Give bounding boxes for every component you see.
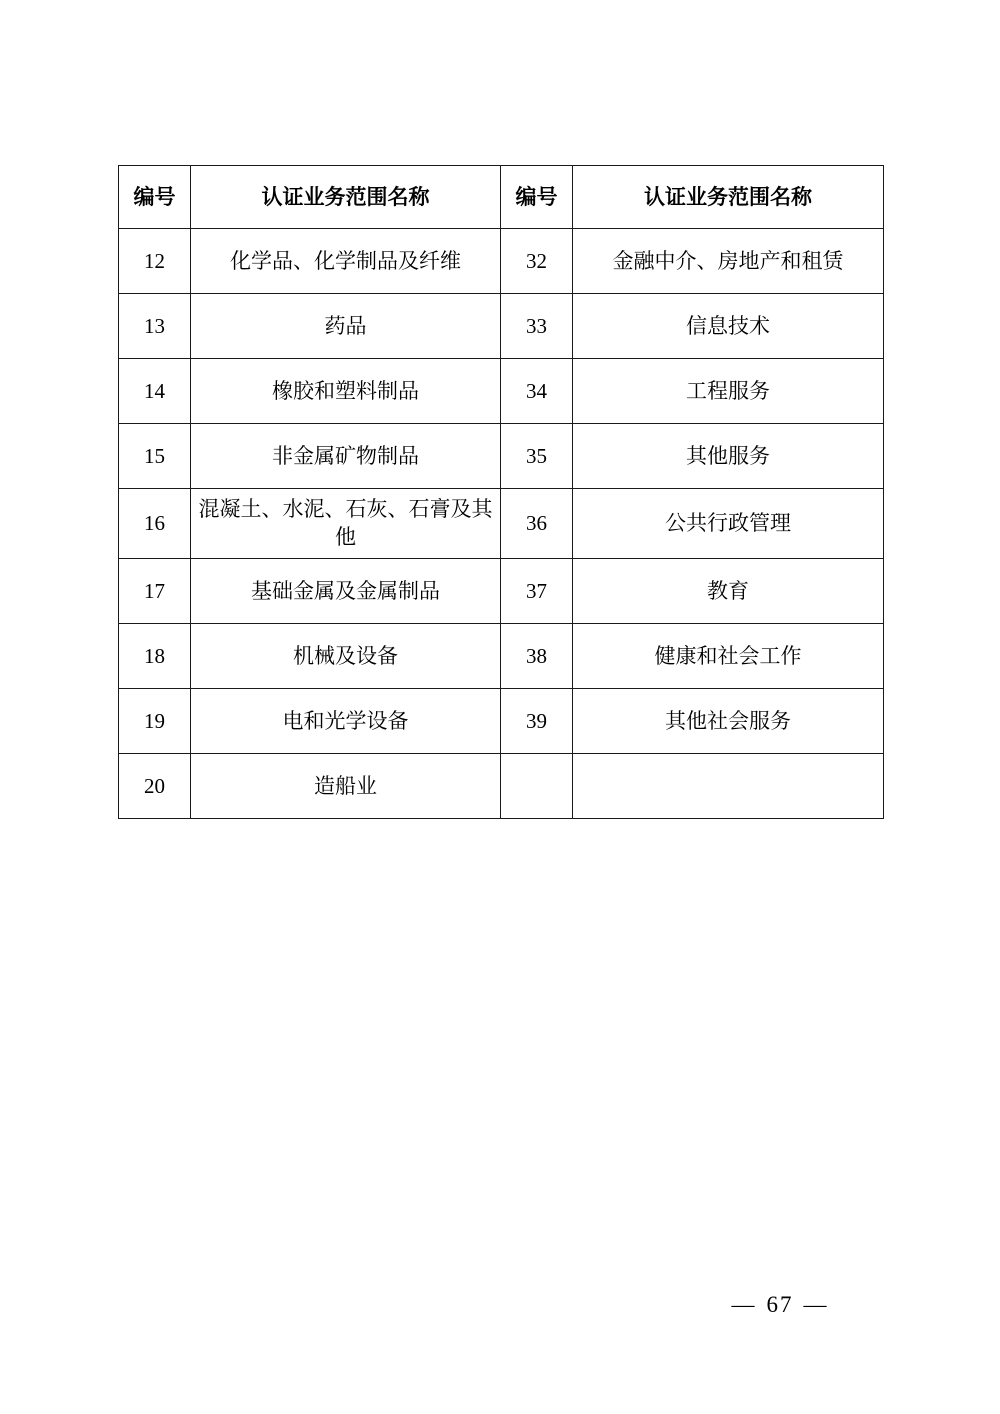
table-row xyxy=(119,229,884,294)
cell-number-right: 37 xyxy=(501,558,573,623)
page-number: 67 xyxy=(766,1292,794,1317)
cell-scope-name-right-empty xyxy=(573,753,884,818)
cell-number-left: 13 xyxy=(119,294,191,359)
cell-number-left: 18 xyxy=(119,623,191,688)
table-row xyxy=(119,753,884,818)
cell-number-right: 38 xyxy=(501,623,573,688)
cell-scope-name-left: 药品 xyxy=(191,294,501,359)
table-row xyxy=(119,489,884,559)
cell-number-right: 33 xyxy=(501,294,573,359)
cell-scope-name-left: 基础金属及金属制品 xyxy=(191,558,501,623)
table-row xyxy=(119,424,884,489)
table-row xyxy=(119,623,884,688)
cell-scope-name-right: 公共行政管理 xyxy=(573,489,884,559)
cell-scope-name-left: 化学品、化学制品及纤维 xyxy=(191,229,501,294)
cell-number-left: 17 xyxy=(119,558,191,623)
cell-number-left: 12 xyxy=(119,229,191,294)
page-footer xyxy=(0,1292,1000,1318)
column-header-scope-name-left: 认证业务范围名称 xyxy=(191,166,501,229)
cell-number-left: 19 xyxy=(119,688,191,753)
cell-scope-name-left: 橡胶和塑料制品 xyxy=(191,359,501,424)
cell-number-right-empty xyxy=(501,753,573,818)
column-header-scope-name-right: 认证业务范围名称 xyxy=(573,166,884,229)
cell-number-right: 32 xyxy=(501,229,573,294)
page-number-dash-right: — xyxy=(803,1292,829,1317)
column-header-number-left: 编号 xyxy=(119,166,191,229)
cell-number-left: 14 xyxy=(119,359,191,424)
cell-scope-name-left: 造船业 xyxy=(191,753,501,818)
cell-scope-name-right: 工程服务 xyxy=(573,359,884,424)
table-row xyxy=(119,688,884,753)
cell-number-left: 20 xyxy=(119,753,191,818)
column-header-number-right: 编号 xyxy=(501,166,573,229)
cell-number-right: 39 xyxy=(501,688,573,753)
cell-scope-name-right: 其他服务 xyxy=(573,424,884,489)
cell-scope-name-right: 金融中介、房地产和租赁 xyxy=(573,229,884,294)
cell-scope-name-right: 其他社会服务 xyxy=(573,688,884,753)
certification-scope-table-container xyxy=(118,165,883,819)
table-header xyxy=(119,166,884,229)
cell-scope-name-right: 健康和社会工作 xyxy=(573,623,884,688)
cell-number-left: 16 xyxy=(119,489,191,559)
cell-scope-name-right: 信息技术 xyxy=(573,294,884,359)
cell-scope-name-right: 教育 xyxy=(573,558,884,623)
cell-scope-name-left: 混凝土、水泥、石灰、石膏及其他 xyxy=(191,489,501,559)
cell-scope-name-left: 机械及设备 xyxy=(191,623,501,688)
table-row xyxy=(119,294,884,359)
certification-scope-table xyxy=(118,165,884,819)
cell-number-left: 15 xyxy=(119,424,191,489)
table-body xyxy=(119,229,884,819)
cell-scope-name-left: 非金属矿物制品 xyxy=(191,424,501,489)
table-header-row xyxy=(119,166,884,229)
page-number-dash-left: — xyxy=(731,1292,757,1317)
table-row xyxy=(119,359,884,424)
cell-number-right: 34 xyxy=(501,359,573,424)
cell-number-right: 35 xyxy=(501,424,573,489)
table-row xyxy=(119,558,884,623)
cell-scope-name-left: 电和光学设备 xyxy=(191,688,501,753)
cell-number-right: 36 xyxy=(501,489,573,559)
